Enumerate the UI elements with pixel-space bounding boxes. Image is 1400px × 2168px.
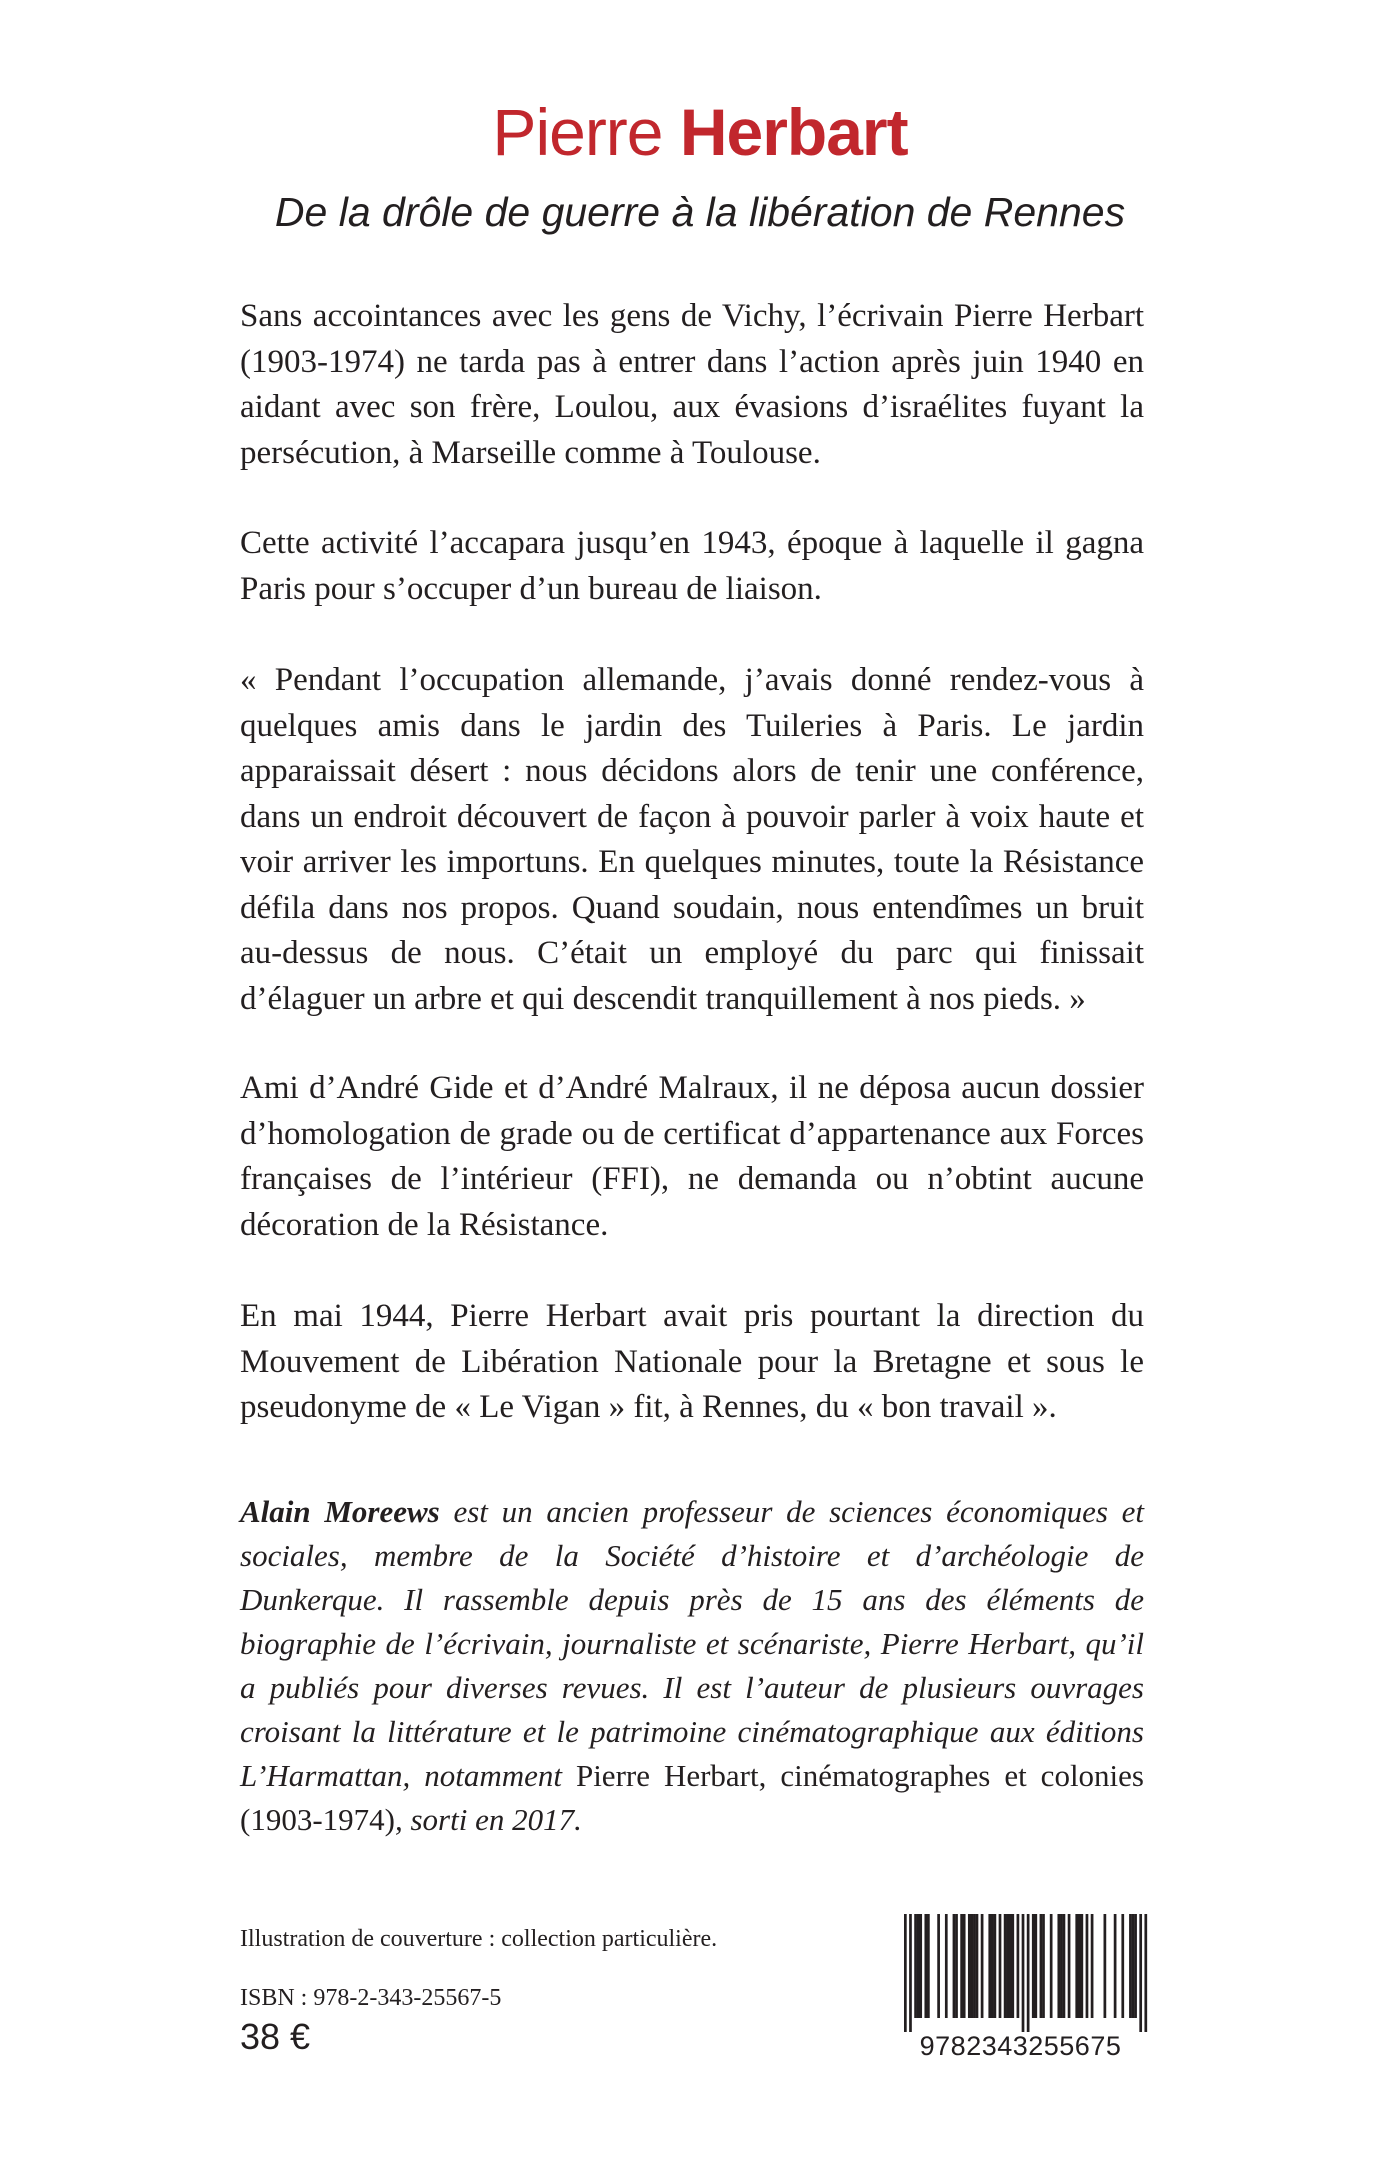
barcode-bar bbox=[1139, 1914, 1142, 2032]
body-paragraph: En mai 1944, Pierre Herbart avait pris pourtant la direction du Mouvement de Libération Nationale pour la Bretagne et sous le pseudonyme de « Le Vigan » fit, à Rennes, du « bon travail ». bbox=[240, 1298, 1144, 1425]
barcode-bar bbox=[1132, 1914, 1135, 2018]
barcode-bar bbox=[1057, 1914, 1060, 2018]
barcode-bar bbox=[1034, 1914, 1037, 2018]
barcode-bar bbox=[937, 1914, 940, 2018]
barcode-bar bbox=[924, 1914, 927, 2018]
author-bio-text: est un ancien professeur de sciences économiques et sociales, membre de la Société d’histoire et d’archéologie de Dunkerque. Il rassemble depuis près de 15 ans des éléments de biographie de l’écrivain, journaliste et scénariste, Pierre Herbart, qu’il a publiés pour diverses revues. Il est l’auteur de plusieurs ouvrages croisant la littérature et le patrimoine cinématographique aux éditions L’Harmattan, notamment bbox=[240, 1494, 1144, 1793]
barcode-bar bbox=[1121, 1914, 1124, 2018]
barcode-bar bbox=[1006, 1914, 1009, 2018]
barcode-bar bbox=[927, 1914, 930, 2018]
barcode-bar bbox=[1042, 1914, 1045, 2018]
barcode-bar bbox=[973, 1914, 976, 2018]
paragraph-block-4 bbox=[240, 1066, 1144, 1248]
barcode-bar bbox=[1091, 1914, 1094, 2018]
barcode-bar bbox=[971, 1914, 974, 2018]
barcode-bar bbox=[1027, 1914, 1030, 2032]
author-bio bbox=[240, 1490, 1144, 1842]
isbn: ISBN : 978-2-343-25567-5 bbox=[240, 1985, 502, 2011]
barcode-bar bbox=[919, 1914, 922, 2018]
barcode-bar bbox=[1129, 1914, 1132, 2018]
barcode-bar bbox=[955, 1914, 958, 2018]
referenced-book-title: Pierre Herbart, cinématographes et colonies (1903-1974) bbox=[240, 1758, 1144, 1837]
body-paragraph: Sans accointances avec les gens de Vichy, l’écrivain Pierre Herbart (1903-1974) ne tarda pas à entrer dans l’action après juin 1940 en aidant avec son frère, Loulou, aux évasions d’israélites fuyant la persécution, à Marseille comme à Toulouse. bbox=[240, 298, 1144, 471]
body-paragraph: Ami d’André Gide et d’André Malraux, il ne déposa aucun dossier d’homologation de grade ou de certificat d’appartenance aux Forces françaises de l’intérieur (FFI), ne demanda ou n’obtint aucune décoration de la Résistance. bbox=[240, 1070, 1144, 1243]
book-subtitle: De la drôle de guerre à la libération de Rennes bbox=[274, 189, 1126, 235]
barcode-bar bbox=[917, 1914, 920, 2018]
barcode-bar bbox=[1032, 1914, 1035, 2018]
barcode-bar bbox=[1022, 1914, 1025, 2032]
book-title bbox=[0, 92, 1400, 172]
barcode-bar bbox=[953, 1914, 956, 2018]
barcode-bar bbox=[981, 1914, 984, 2018]
barcode-bar bbox=[909, 1914, 912, 2032]
barcode-bar bbox=[1009, 1914, 1012, 2018]
title-last-name: Herbart bbox=[679, 95, 908, 169]
barcode bbox=[888, 1914, 1153, 2064]
barcode-bar bbox=[1104, 1914, 1107, 2018]
barcode-bar bbox=[963, 1914, 966, 2018]
body-quote-paragraph: « Pendant l’occupation allemande, j’avais donné rendez-vous à quelques amis dans le jardin des Tuileries à Paris. Le jardin apparaissait désert : nous décidons alors de tenir une conférence, dans un endroit découvert de façon à pouvoir parler à voix haute et voir arriver les importuns. En quelques minutes, toute la Résistance défila dans nos propos. Quand soudain, nous entendîmes un bruit au-dessus de nous. C’était un employé du parc qui finissait d’élaguer un arbre et qui descendit tranquillement à nos pieds. » bbox=[240, 662, 1144, 1017]
barcode-bar bbox=[1078, 1914, 1081, 2018]
barcode-bars bbox=[888, 1914, 1153, 2032]
barcode-bar bbox=[1068, 1914, 1071, 2018]
barcode-bar bbox=[994, 1914, 997, 2018]
barcode-bar bbox=[945, 1914, 948, 2018]
barcode-bar bbox=[1063, 1914, 1066, 2018]
barcode-bar bbox=[991, 1914, 994, 2018]
barcode-bar bbox=[968, 1914, 971, 2018]
barcode-bar bbox=[1075, 1914, 1078, 2018]
barcode-bar bbox=[914, 1914, 917, 2018]
barcode-bar bbox=[1134, 1914, 1137, 2018]
paragraph-block-5 bbox=[240, 1294, 1144, 1431]
barcode-bar bbox=[960, 1914, 963, 2018]
title-first-name: Pierre bbox=[492, 95, 663, 169]
paragraph-block-3 bbox=[240, 658, 1144, 1022]
barcode-bar bbox=[1080, 1914, 1083, 2018]
barcode-bar bbox=[1050, 1914, 1053, 2018]
author-bio-block bbox=[240, 1490, 1144, 1842]
barcode-bar bbox=[1004, 1914, 1007, 2018]
barcode-bar bbox=[1060, 1914, 1063, 2018]
barcode-bar bbox=[1114, 1914, 1117, 2018]
price: 38 € bbox=[240, 2016, 311, 2057]
author-bio-ending: , sorti en 2017. bbox=[394, 1802, 582, 1837]
barcode-bar bbox=[999, 1914, 1002, 2018]
paragraph-block-2 bbox=[240, 521, 1144, 612]
barcode-bar bbox=[904, 1914, 907, 2032]
illustration-credit: Illustration de couverture : collection particulière. bbox=[240, 1926, 718, 1952]
body-paragraph: Cette activité l’accapara jusqu’en 1943, époque à laquelle il gagna Paris pour s’occuper d’un bureau de liaison. bbox=[240, 525, 1144, 607]
paragraph-block-1 bbox=[240, 294, 1144, 476]
barcode-bar bbox=[988, 1914, 991, 2018]
barcode-bar bbox=[1144, 1914, 1147, 2032]
barcode-bar bbox=[1086, 1914, 1089, 2018]
barcode-bar bbox=[1040, 1914, 1043, 2018]
barcode-bar bbox=[1011, 1914, 1014, 2018]
barcode-bar bbox=[1017, 1914, 1020, 2018]
author-name: Alain Moreews bbox=[240, 1494, 440, 1529]
barcode-bar bbox=[976, 1914, 979, 2018]
barcode-digits: 9782343255675 bbox=[919, 2031, 1122, 2061]
